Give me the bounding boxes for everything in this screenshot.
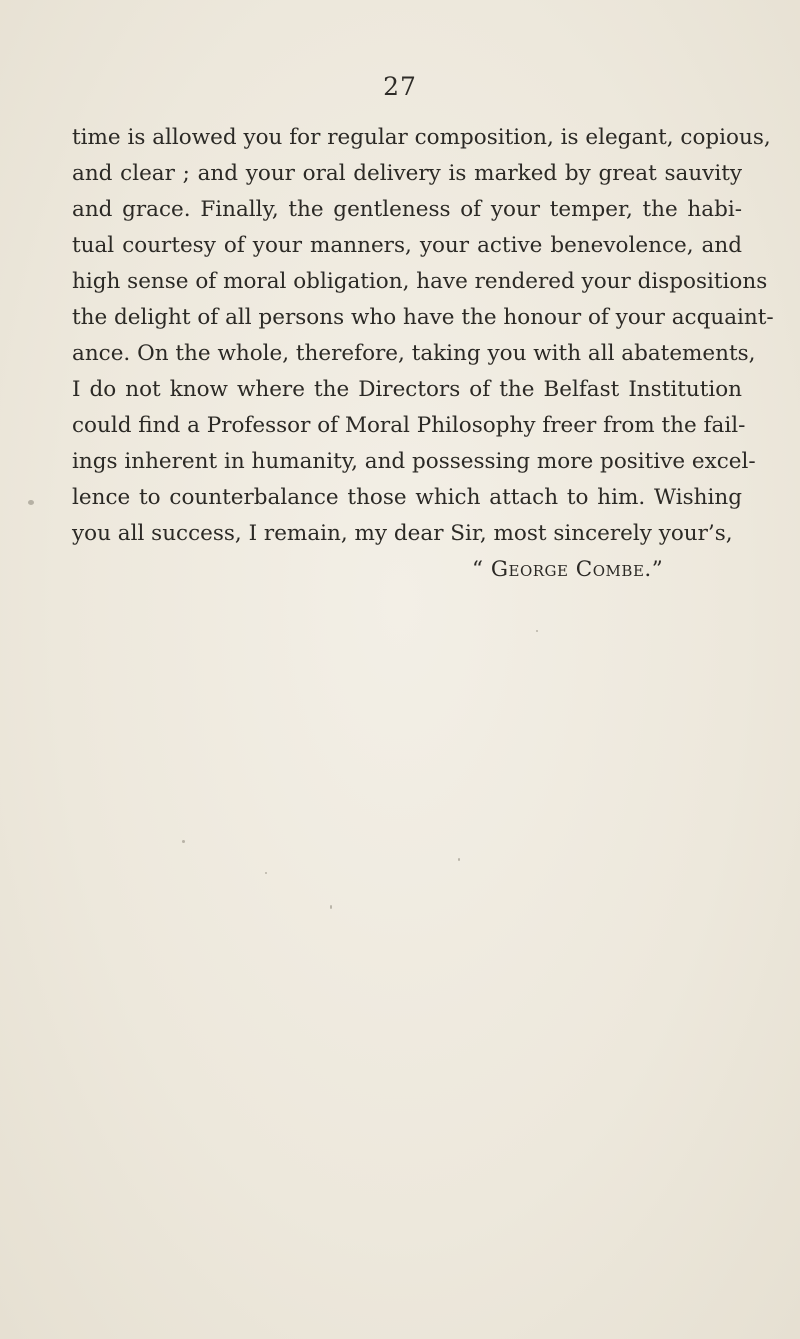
paper-speck xyxy=(28,500,34,505)
text-line: and clear ; and your oral delivery is marked by great sauvity xyxy=(72,161,742,186)
paper-speck xyxy=(330,905,332,909)
text-line: lence to counterbalance those which attach to him. Wishing xyxy=(72,485,742,510)
paper-speck xyxy=(182,840,185,843)
paper-speck xyxy=(265,872,267,874)
letter-body xyxy=(72,120,774,588)
paper-speck xyxy=(536,630,538,632)
text-line: high sense of moral obligation, have rendered your dispositions xyxy=(72,269,768,294)
text-line: you all success, I remain, my dear Sir, most sincerely your’s, xyxy=(72,521,733,546)
text-line: could find a Professor of Moral Philosophy freer from the fail- xyxy=(72,413,746,438)
text-line: I do not know where the Directors of the Belfast Institution xyxy=(72,377,742,402)
text-line: ings inherent in humanity, and possessing more positive excel- xyxy=(72,449,756,474)
text-line: and grace. Finally, the gentleness of your temper, the habi- xyxy=(72,197,742,222)
text-line: tual courtesy of your manners, your active benevolence, and xyxy=(72,233,742,258)
page-number: 27 xyxy=(383,72,417,101)
text-line: the delight of all persons who have the honour of your acquaint- xyxy=(72,305,774,330)
signature: “ George Combe.” xyxy=(472,557,664,582)
text-line: ance. On the whole, therefore, taking you with all abatements, xyxy=(72,341,756,366)
text-line: time is allowed you for regular composition, is elegant, copious, xyxy=(72,125,771,150)
paper-speck xyxy=(458,858,460,861)
